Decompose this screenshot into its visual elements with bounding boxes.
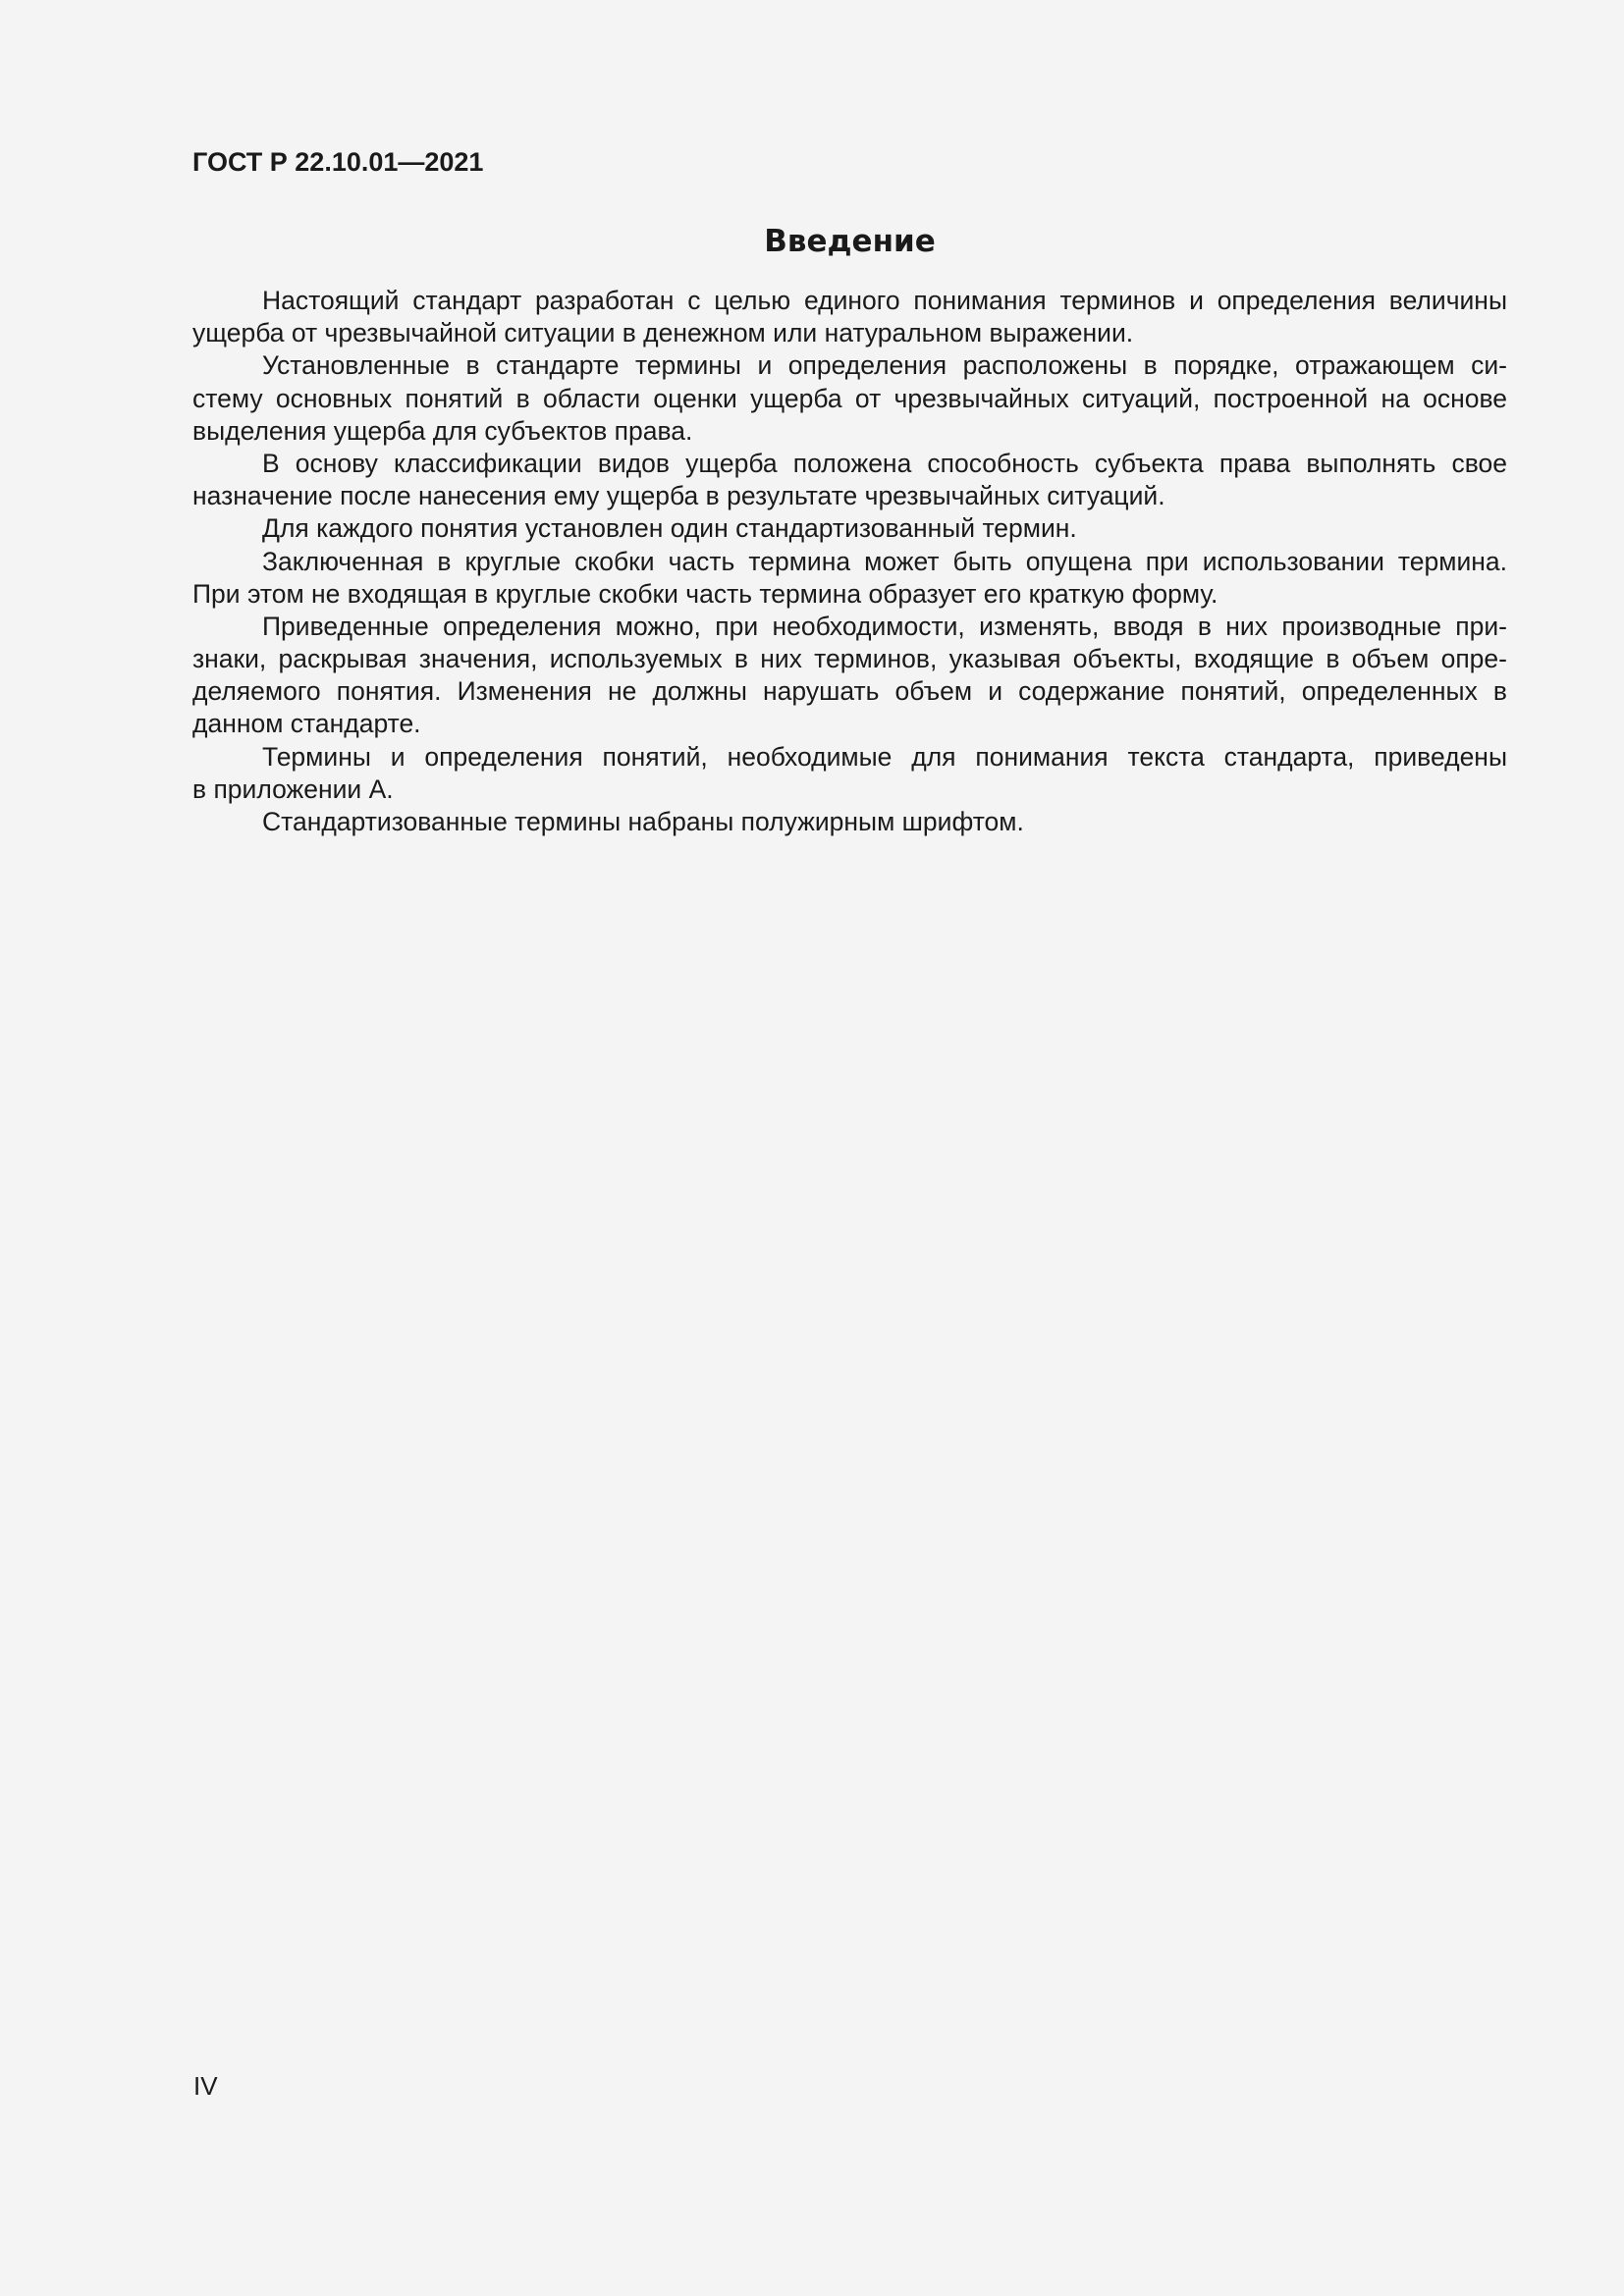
paragraph [192,349,1507,448]
text-line: В основу классификации видов ущерба положена способность субъекта права выполнять свое [262,448,1507,478]
text-line: При этом не входящая в круглые скобки часть термина образует его краткую форму. [192,578,1218,609]
text-line: ущерба от чрезвычайной ситуации в денежном или натуральном выражении. [192,318,1134,348]
text-line: данном стандарте. [192,709,421,739]
paragraph [192,448,1507,512]
document-code-header: ГОСТ Р 22.10.01—2021 [192,147,484,177]
text-line: Заключенная в круглые скобки часть термина может быть опущена при использовании термина. [262,546,1507,576]
introduction-body [192,285,1507,838]
text-line: стему основных понятий в области оценки ущерба от чрезвычайных ситуаций, построенной на основе [192,383,1507,413]
text-line: Приведенные определения можно, при необходимости, изменять, вводя в них производные при- [262,611,1507,641]
text-line: деляемого понятия. Изменения не должны нарушать объем и содержание понятий, определенных в [192,676,1507,707]
text-line: назначение после нанесения ему ущерба в результате чрезвычайных ситуаций. [192,481,1165,511]
paragraph [192,741,1507,806]
text-line: выделения ущерба для субъектов права. [192,415,693,446]
paragraph [192,806,1507,838]
text-line: Установленные в стандарте термины и определения расположены в порядке, отражающем си- [262,350,1507,381]
text-line: Для каждого понятия установлен один стандартизованный термин. [262,513,1077,544]
text-line: знаки, раскрывая значения, используемых в них терминов, указывая объекты, входящие в объем опре- [192,644,1507,674]
text-line: Стандартизованные термины набраны полужирным шрифтом. [262,807,1024,836]
text-line: Термины и определения понятий, необходимые для понимания текста стандарта, приведены [262,741,1507,772]
text-line: в приложении А. [192,774,394,804]
paragraph [192,611,1507,741]
paragraph [192,285,1507,349]
paragraph [192,546,1507,611]
paragraph [192,512,1507,545]
text-line: Настоящий стандарт разработан с целью единого понимания терминов и определения величины [262,286,1507,315]
section-title: Введение [764,224,936,259]
page-number: IV [193,2071,218,2101]
